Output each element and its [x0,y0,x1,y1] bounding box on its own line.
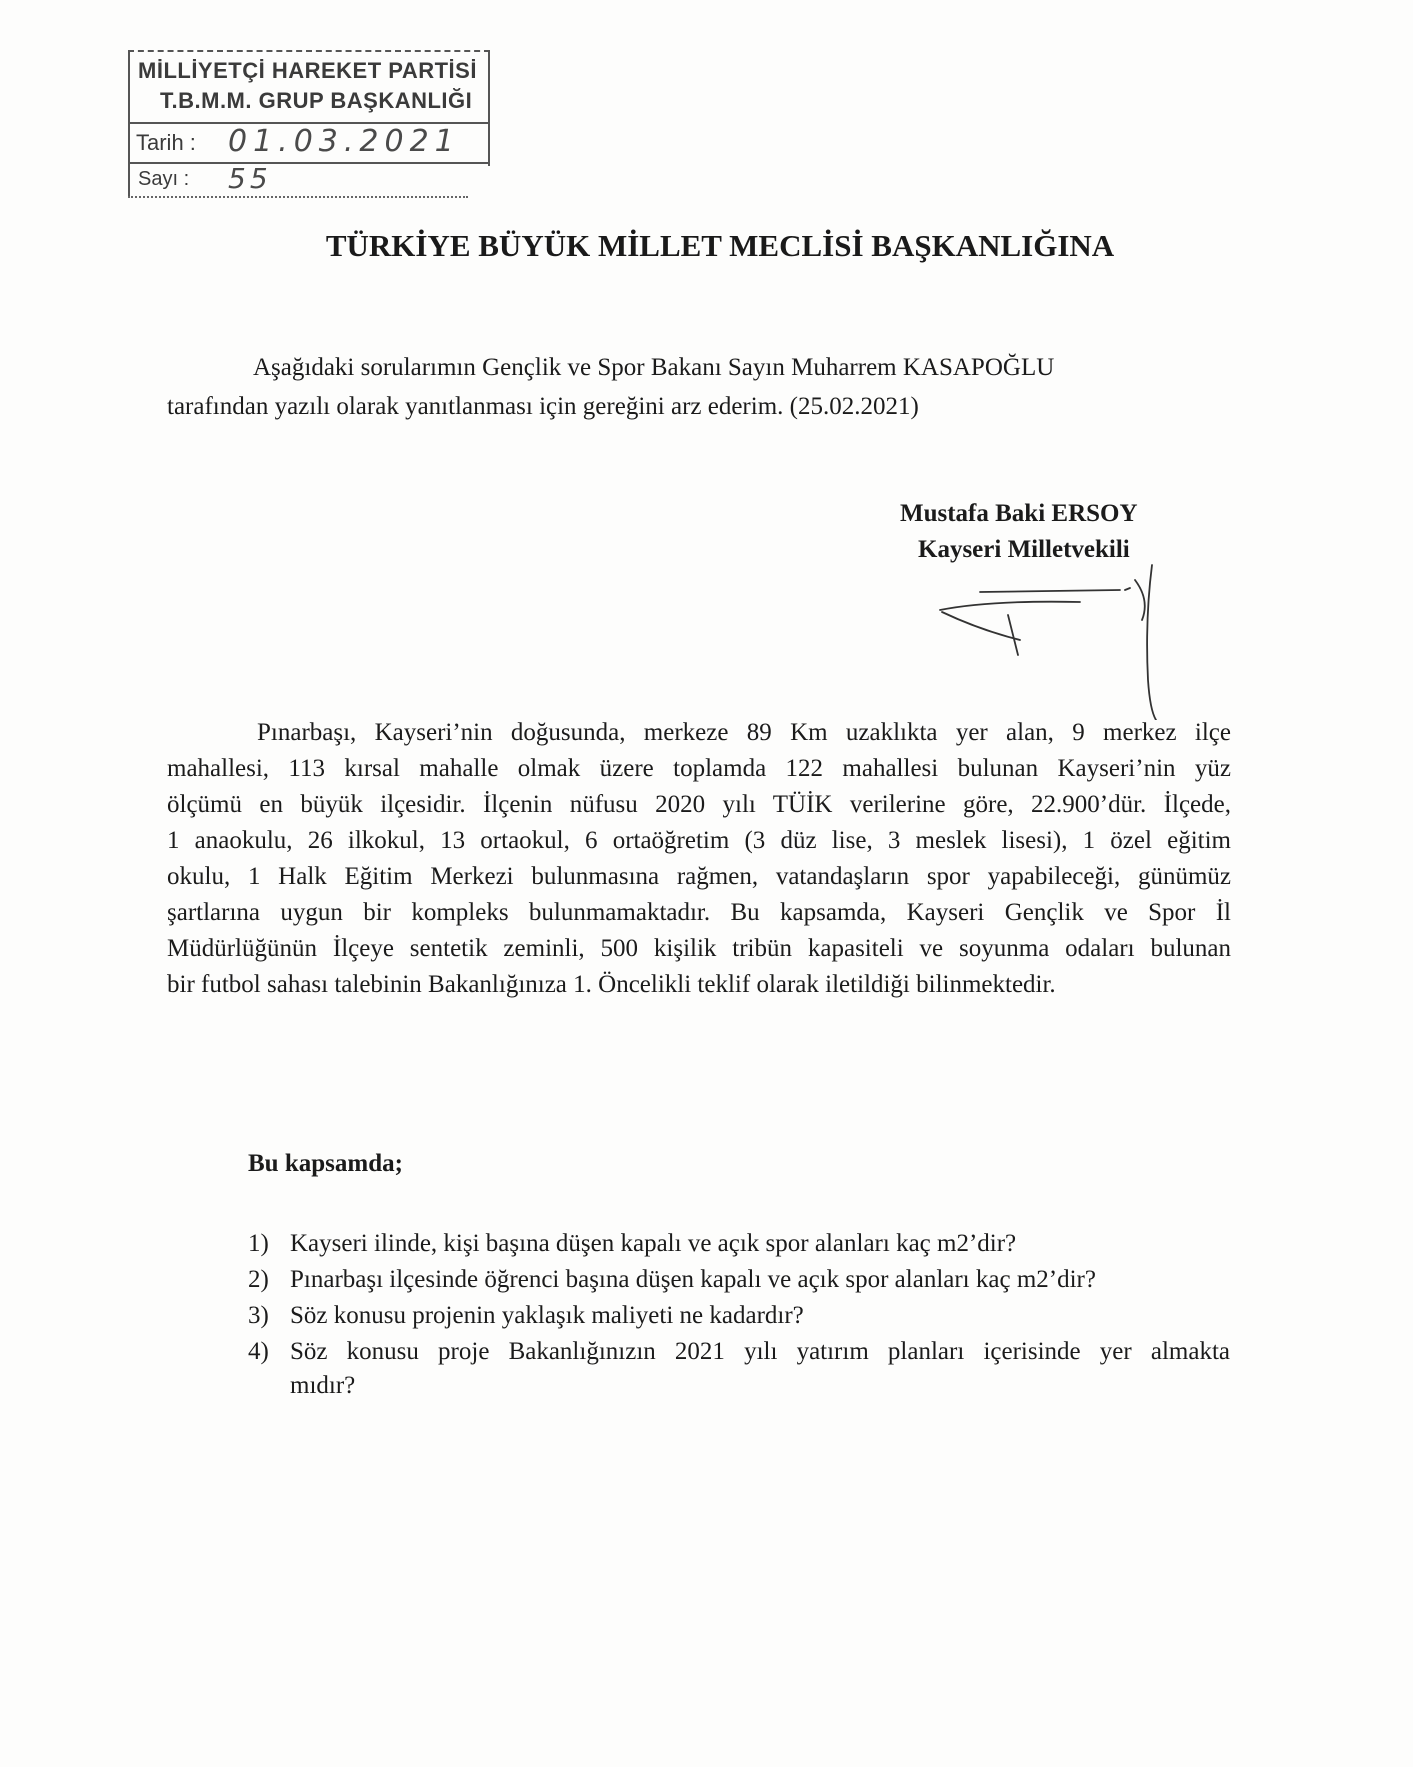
stamp-border [128,50,490,52]
body-line: ölçümü en büyük ilçesidir. İlçenin nüfusu 2020 yılı TÜİK verilerine göre, 22.900’dür. İlçede, [167,791,1231,818]
question-number: 2) [248,1266,269,1293]
stamp-border [128,50,130,198]
question-number: 4) [248,1338,269,1365]
question-text: Pınarbaşı ilçesinde öğrenci başına düşen kapalı ve açık spor alanları kaç m2’dir? [290,1266,1096,1293]
document-heading: TÜRKİYE BÜYÜK MİLLET MECLİSİ BAŞKANLIĞINA [325,228,1115,263]
question-text-continued: mıdır? [290,1372,356,1399]
signatory-title: Kayseri Milletvekili [918,536,1130,563]
question-number: 3) [248,1302,269,1329]
intro-line: tarafından yazılı olarak yanıtlanması için gereğini arz ederim. (25.02.2021) [167,393,919,420]
stamp-number-value: 55 [228,162,272,195]
stamp-number-label: Sayı : [138,168,190,190]
question-text: Kayseri ilinde, kişi başına düşen kapalı ve açık spor alanları kaç m2’dir? [290,1230,1017,1257]
body-line: bir futbol sahası talebinin Bakanlığınıza 1. Öncelikli teklif olarak iletildiği bilinmektedir. [167,971,1056,998]
question-text: Söz konusu projenin yaklaşık maliyeti ne kadardır? [290,1302,804,1329]
stamp-date-value: 01.03.2021 [228,124,460,159]
signatory-name: Mustafa Baki ERSOY [900,500,1138,527]
intro-line: Aşağıdaki sorularımın Gençlik ve Spor Bakanı Sayın Muharrem KASAPOĞLU [253,354,1055,381]
body-line: 1 anaokulu, 26 ilkokul, 13 ortaokul, 6 ortaöğretim (3 düz lise, 3 meslek lisesi), 1 özel eğitim [167,827,1231,854]
stamp-border [128,196,468,198]
body-line: Müdürlüğünün İlçeye sentetik zeminli, 500 kişilik tribün kapasiteli ve soyunma odaları bulunan [167,935,1231,962]
handwritten-signature [930,560,1170,720]
party-stamp [128,50,490,198]
stamp-divider [128,162,490,164]
question-number: 1) [248,1230,269,1257]
stamp-group-name: T.B.M.M. GRUP BAŞKANLIĞI [160,88,473,113]
body-line: şartlarına uygun bir kompleks bulunmamaktadır. Bu kapsamda, Kayseri Gençlik ve Spor İl [167,899,1231,926]
question-text: Söz konusu proje Bakanlığınızın 2021 yılı yatırım planları içerisinde yer almakta [290,1338,1230,1365]
body-line: Pınarbaşı, Kayseri’nin doğusunda, merkeze 89 Km uzaklıkta yer alan, 9 merkez ilçe [257,719,1231,746]
stamp-party-name: MİLLİYETÇİ HAREKET PARTİSİ [138,58,477,83]
stamp-date-label: Tarih : [136,130,196,155]
questions-heading: Bu kapsamda; [248,1150,403,1177]
body-line: okulu, 1 Halk Eğitim Merkezi bulunmasına rağmen, vatandaşların spor yapabileceği, günümüz [167,863,1231,890]
body-line: mahallesi, 113 kırsal mahalle olmak üzere toplamda 122 mahallesi bulunan Kayseri’nin yüz [167,755,1231,782]
